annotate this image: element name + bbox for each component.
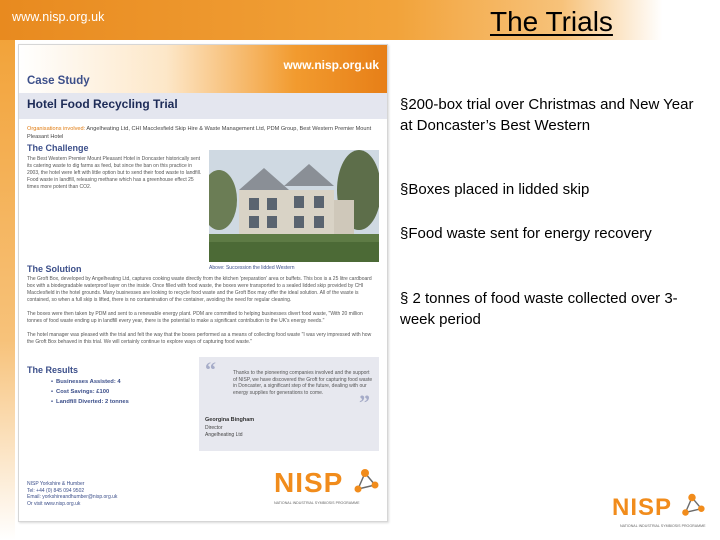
banner-url: www.nisp.org.uk bbox=[12, 10, 105, 24]
challenge-text: The Best Western Premier Mount Pleasant Hotel in Doncaster historically sent its catering waste to dig farms as feed, but since the ban on this practice in 2003, the hotel were left with little option but to send their food waste to landfill. Food waste in landfill, releasing methane which has a greenhouse effect 25 times more potent than CO2. bbox=[27, 156, 202, 190]
close-quote-icon: ” bbox=[359, 390, 370, 415]
corner-logo-tagline: NATIONAL INDUSTRIAL SYMBIOSIS PROGRAMME bbox=[620, 524, 706, 528]
document-label: Case Study bbox=[27, 75, 90, 87]
bullet-item: § 2 tonnes of food waste collected over 3-week period bbox=[400, 290, 678, 328]
contact-line: NISP Yorkshire & Humber bbox=[27, 481, 85, 487]
contact-line: Or visit www.nisp.org.uk bbox=[27, 500, 81, 507]
solution-heading: The Solution bbox=[27, 264, 82, 274]
network-node-icon bbox=[678, 490, 706, 520]
organisations-involved bbox=[27, 125, 372, 141]
testimonial-role bbox=[205, 425, 243, 438]
corner-nisp-logo bbox=[612, 490, 718, 536]
document-title: Hotel Food Recycling Trial bbox=[27, 97, 178, 111]
nisp-logo-text: NISP bbox=[274, 467, 344, 498]
testimonial-text: Thanks to the pioneering companies involved and the support of NISP, we have discovered the Groft for capturing food waste in Doncaster, a significant step of the future, dealing with our energy supplies for generations to come. bbox=[233, 370, 373, 396]
contact-line: Email: yorkshireandhumber@nisp.org.uk bbox=[27, 494, 118, 501]
organisations-label: Organisations involved: bbox=[27, 126, 86, 132]
results-heading: The Results bbox=[27, 365, 79, 375]
network-node-icon bbox=[350, 465, 380, 497]
challenge-heading: The Challenge bbox=[27, 143, 89, 153]
solution-paragraph-1: The Groft Box, developed by Angelheating Ltd, captures cooking waste directly from the kitchen 'preparation' area or buffets. This box is a 25 litre cardboard box with a biodegradable waterproof layer on the inside. Once filled with food waste, the boxes were transported to a sealed lidded skip provided by CHI Macclesfield in the hotel grounds. Many businesses are looking to recycle food waste and the Groft Box may offer the ideal solution. All of the waste is contained, so when a full skip is lifted, there is no contamination of the container, avoiding the need for regular cleaning. bbox=[27, 276, 372, 303]
contact-details bbox=[27, 481, 117, 507]
document-url: www.nisp.org.uk bbox=[283, 58, 379, 72]
nisp-logo bbox=[274, 463, 386, 515]
solution-paragraph-2: The boxes were then taken by PDM and sent to a renewable energy plant. PDM are committed to helping businesses divert food waste, "With 20 million tonnes of food waste ending up in landfill every year, there is the potential to make a significant contribution to the UK's energy needs." bbox=[27, 311, 363, 324]
result-item: • Landfill Diverted: 2 tonnes bbox=[51, 399, 129, 405]
testimonial-company: Angelheating Ltd bbox=[205, 431, 243, 438]
organisations-text: Angelheating Ltd, CHI Macclesfield Skip Hire & Waste Management Ltd, PDM Group, Best Western Premier Mount Pleasant Hotel bbox=[27, 126, 372, 140]
photo-caption: Above: Succession the lidded Western bbox=[209, 265, 295, 271]
hotel-photo bbox=[209, 150, 379, 262]
testimonial-name: Georgina Bingham bbox=[205, 417, 255, 423]
testimonial-role-title: Director bbox=[205, 425, 223, 431]
hotel-building-illustration bbox=[209, 150, 379, 262]
bullet-item: §200-box trial over Christmas and New Year at Doncaster’s Best Western bbox=[400, 96, 694, 134]
left-accent-bar bbox=[0, 40, 15, 540]
nisp-logo-tagline: NATIONAL INDUSTRIAL SYMBIOSIS PROGRAMME bbox=[274, 501, 360, 505]
case-study-document bbox=[18, 44, 388, 522]
contact-line: Tel: +44 (0) 845 094 9502 bbox=[27, 487, 85, 494]
result-item: • Cost Savings: £100 bbox=[51, 389, 109, 395]
solution-paragraph-3: The hotel manager was pleased with the trial and felt the way that the boxes performed as a means of collecting food waste "I was very impressed with how the Groft Box behaved in this trial. We will certainly continue to explore ways of capturing food waste." bbox=[27, 332, 372, 345]
bullet-item: §Boxes placed in lidded skip bbox=[400, 181, 590, 198]
slide-title: The Trials bbox=[490, 6, 613, 37]
bullet-item: §Food waste sent for energy recovery bbox=[400, 225, 652, 242]
corner-logo-text: NISP bbox=[612, 494, 673, 521]
open-quote-icon: “ bbox=[205, 357, 216, 382]
result-item: • Businesses Assisted: 4 bbox=[51, 379, 121, 385]
